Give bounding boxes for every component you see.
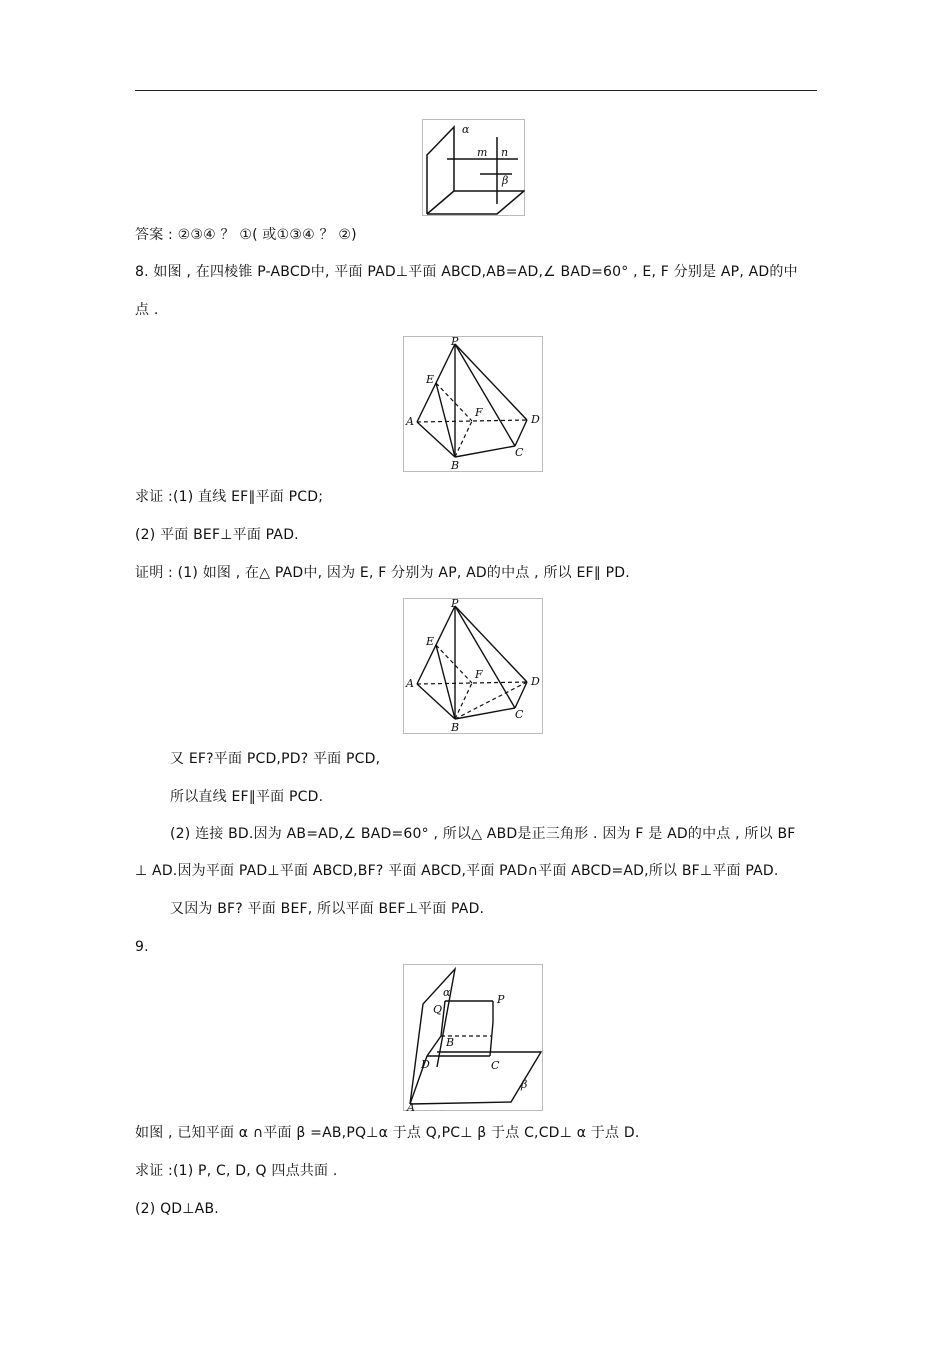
label-D: D <box>421 1058 430 1071</box>
label-A: A <box>407 1101 415 1111</box>
label-C: C <box>515 708 524 721</box>
answer-line: 答案 : ②③④ ？ ①( 或①③④ ？ ②) <box>135 227 357 243</box>
alpha-label: α <box>462 123 470 136</box>
label-A: A <box>406 415 414 428</box>
q9-number: 9. <box>135 939 149 955</box>
label-B: B <box>446 1036 455 1049</box>
n-label: n <box>501 146 509 159</box>
label-P: P <box>497 993 505 1006</box>
figure-pyramid-1 <box>403 336 543 472</box>
q8-prove-1: 求证 :(1) 直线 EF∥平面 PCD; <box>135 489 324 505</box>
label-E: E <box>426 373 435 386</box>
label-D: D <box>531 675 540 688</box>
label-A: A <box>406 677 414 690</box>
q8-proof-line3: 所以直线 EF∥平面 PCD. <box>170 789 324 805</box>
figure-planes-mn <box>422 119 525 216</box>
label-C: C <box>491 1059 500 1072</box>
alpha-label: α <box>443 986 451 999</box>
q8-proof-line6: 又因为 BF? 平面 BEF, 所以平面 BEF⊥平面 PAD. <box>170 901 485 917</box>
label-Q: Q <box>433 1003 443 1016</box>
q8-proof-line5: ⊥ AD.因为平面 PAD⊥平面 ABCD,BF? 平面 ABCD,平面 PAD∩平面 ABCD=AD,所以 BF⊥平面 PAD. <box>135 863 779 879</box>
label-C: C <box>515 446 524 459</box>
q8-proof-line2: 又 EF?平面 PCD,PD? 平面 PCD, <box>170 751 381 767</box>
label-D: D <box>531 413 540 426</box>
figure-pyramid-2 <box>403 598 543 734</box>
q8-proof-intro: 证明 : (1) 如图 , 在△ PAD中, 因为 E, F 分别为 AP, AD的中点 , 所以 EF∥ PD. <box>135 565 630 581</box>
q8-statement-line2: 点 . <box>135 302 159 318</box>
beta-label: β <box>502 174 509 187</box>
label-F: F <box>475 406 483 419</box>
q8-statement-line1: 8. 如图 , 在四棱锥 P-ABCD中, 平面 PAD⊥平面 ABCD,AB=AD,∠ BAD=60° , E, F 分别是 AP, AD的中 <box>135 264 798 280</box>
q8-prove-2: (2) 平面 BEF⊥平面 PAD. <box>135 527 299 543</box>
m-label: m <box>477 146 488 159</box>
q8-proof-line4: (2) 连接 BD.因为 AB=AD,∠ BAD=60° , 所以△ ABD是正三角形 . 因为 F 是 AD的中点 , 所以 BF <box>170 826 796 842</box>
label-P: P <box>451 598 459 610</box>
label-F: F <box>475 668 483 681</box>
q9-statement: 如图 , 已知平面 α ∩平面 β =AB,PQ⊥α 于点 Q,PC⊥ β 于点 C,CD⊥ α 于点 D. <box>135 1125 640 1141</box>
label-B: B <box>451 721 460 734</box>
q9-prove-2: (2) QD⊥AB. <box>135 1201 219 1217</box>
header-rule <box>135 90 817 91</box>
label-P: P <box>451 336 459 348</box>
q9-prove-1: 求证 :(1) P, C, D, Q 四点共面 . <box>135 1163 338 1179</box>
label-B: B <box>451 459 460 472</box>
figure-planes-pqcd <box>403 964 543 1111</box>
label-E: E <box>426 635 435 648</box>
beta-label: β <box>521 1078 528 1091</box>
